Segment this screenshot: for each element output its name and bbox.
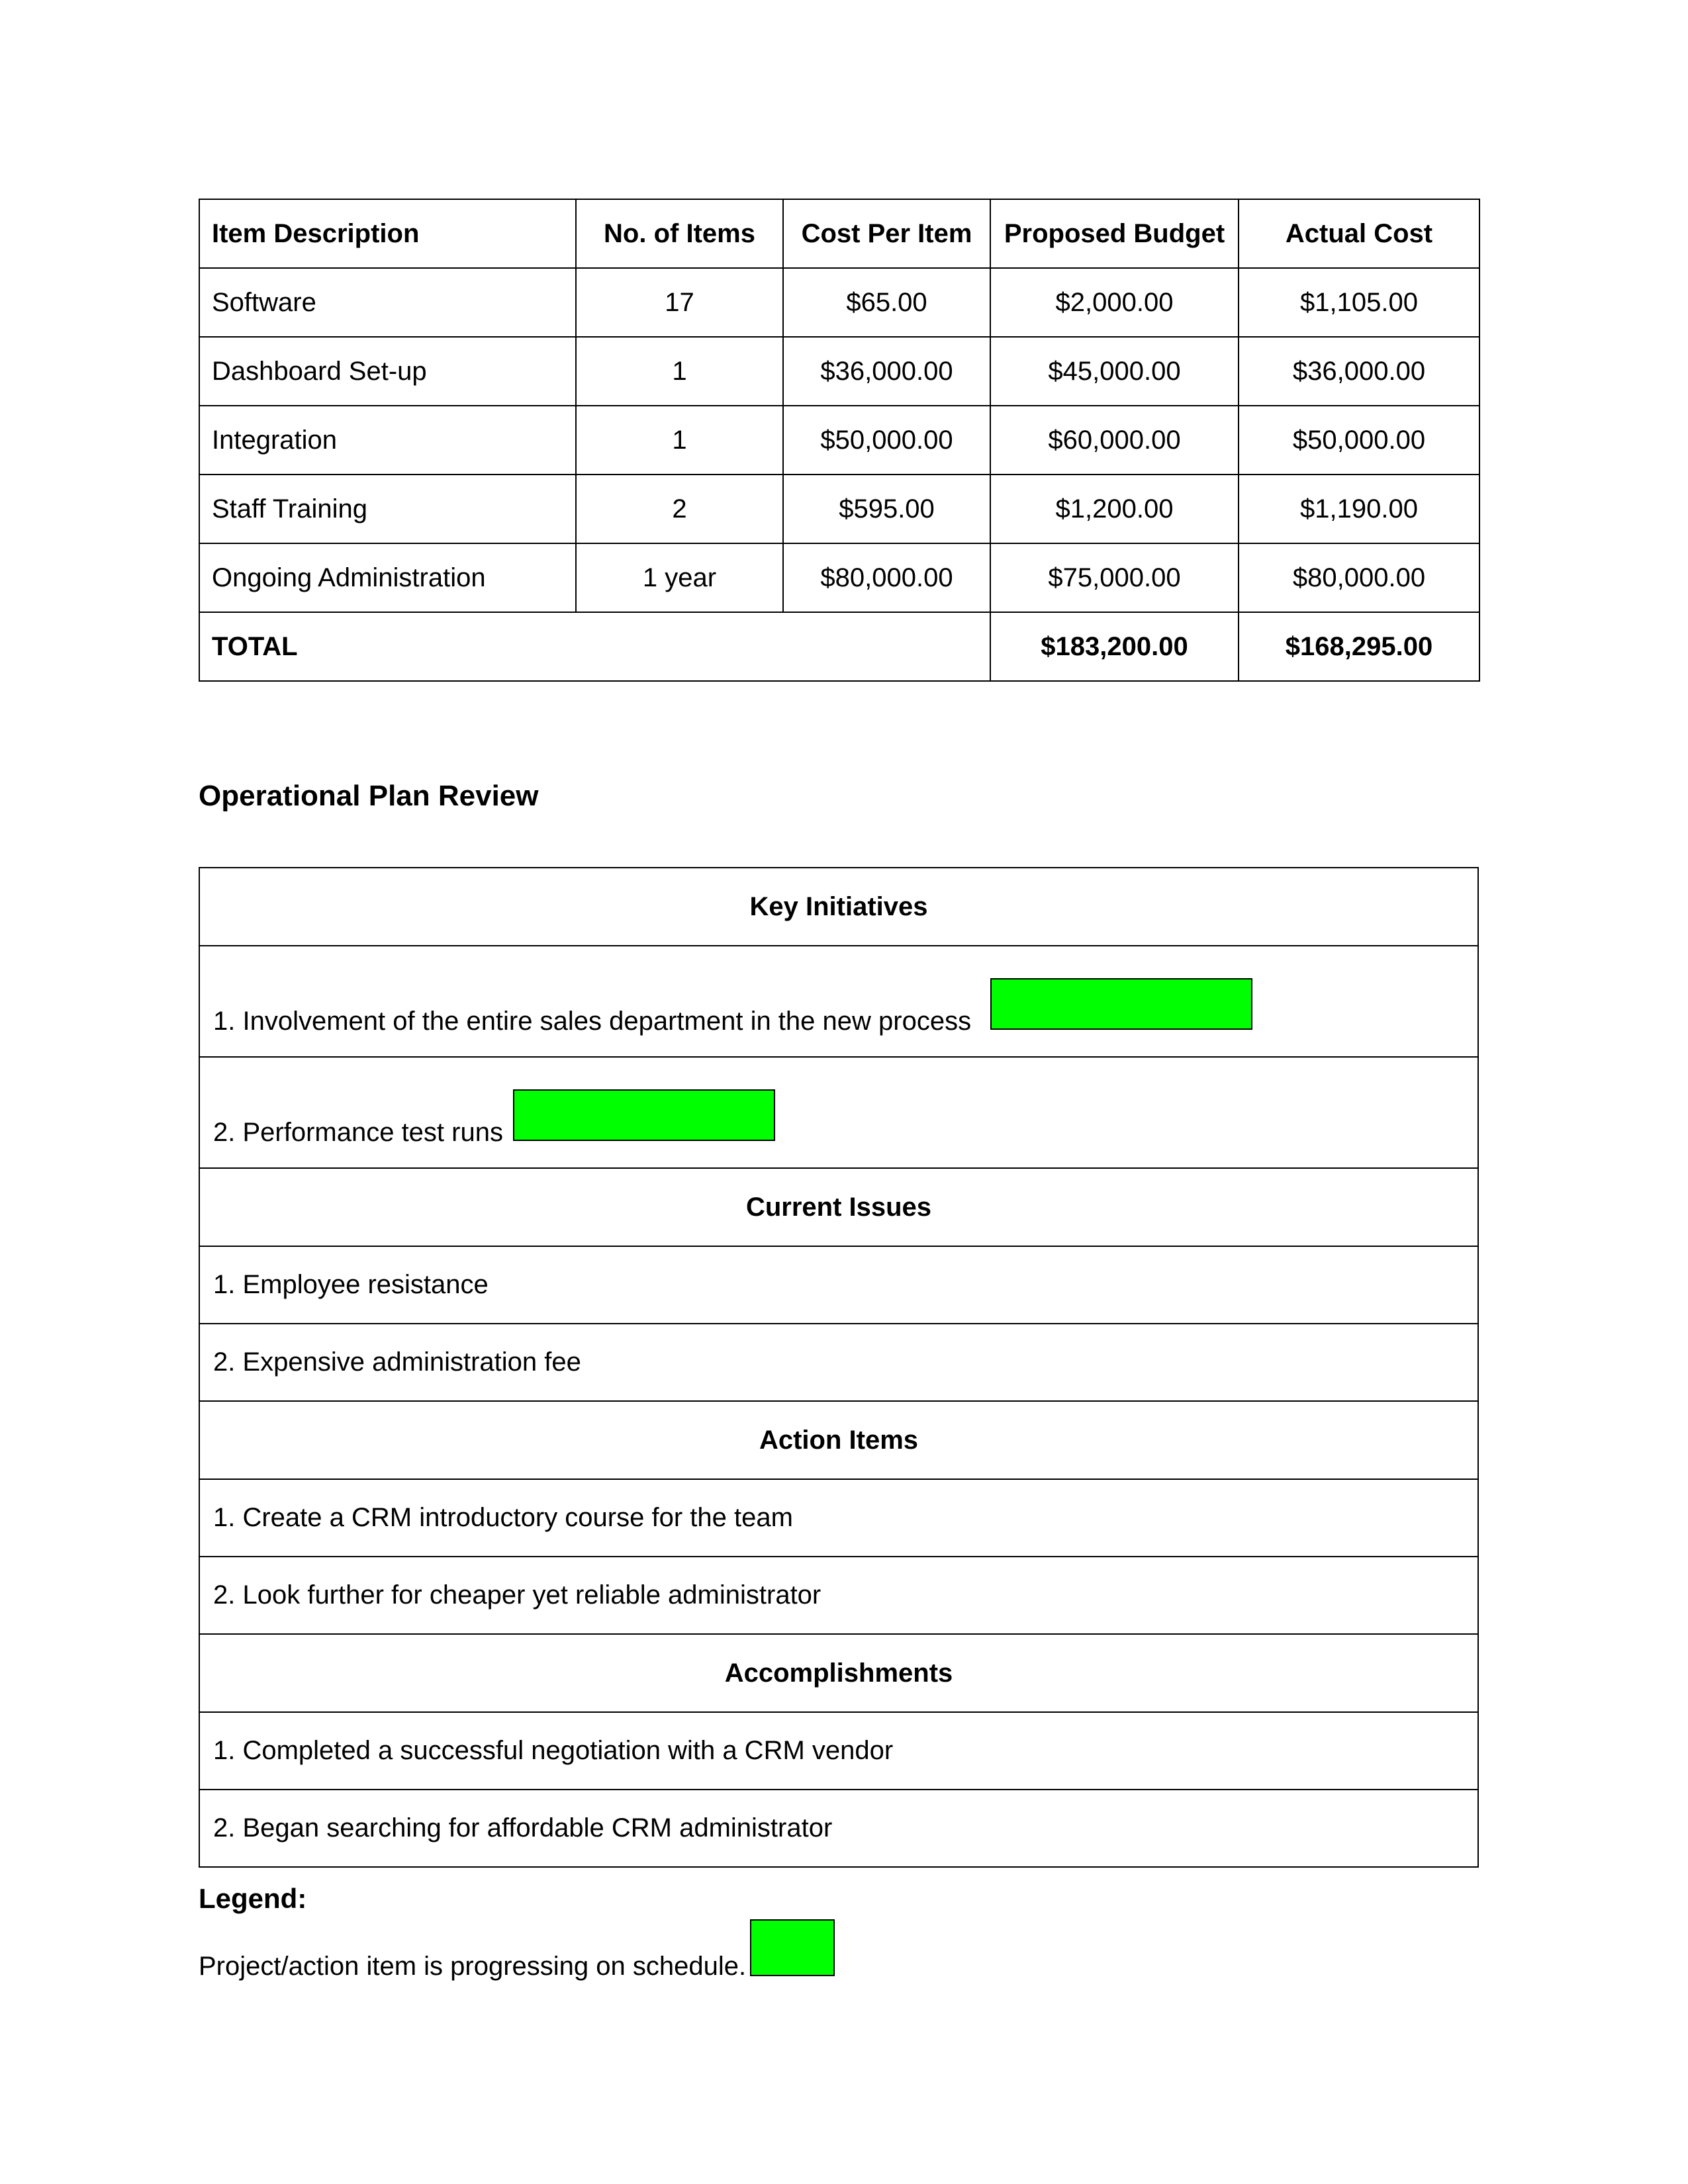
item-proposed-budget: $75,000.00 [990, 543, 1239, 612]
section-header-row [199, 868, 1478, 946]
item-proposed-budget: $45,000.00 [990, 337, 1239, 406]
header-cost-per-item: Cost Per Item [783, 199, 990, 268]
total-proposed-budget: $183,200.00 [990, 612, 1239, 681]
item-proposed-budget: $1,200.00 [990, 475, 1239, 543]
budget-header-row [199, 199, 1479, 268]
issue-text: 1. Employee resistance [199, 1246, 1478, 1324]
item-description: Staff Training [199, 475, 576, 543]
item-cost: $80,000.00 [783, 543, 990, 612]
list-item [199, 946, 1478, 1057]
item-proposed-budget: $60,000.00 [990, 406, 1239, 475]
action-item-text: 1. Create a CRM introductory course for the team [199, 1479, 1478, 1557]
section-header-row [199, 1401, 1478, 1479]
legend-title: Legend: [199, 1883, 307, 1914]
item-quantity: 1 [576, 337, 783, 406]
table-row [199, 406, 1479, 475]
accomplishment-text: 2. Began searching for affordable CRM administrator [199, 1790, 1478, 1867]
section-header-row [199, 1634, 1478, 1712]
header-no-of-items: No. of Items [576, 199, 783, 268]
action-item-text: 2. Look further for cheaper yet reliable administrator [199, 1557, 1478, 1634]
issue-text: 2. Expensive administration fee [199, 1324, 1478, 1401]
list-item [199, 1246, 1478, 1324]
table-row [199, 543, 1479, 612]
item-actual-cost: $50,000.00 [1239, 406, 1479, 475]
total-row [199, 612, 1479, 681]
accomplishment-text: 1. Completed a successful negotiation with a CRM vendor [199, 1712, 1478, 1790]
item-description: Ongoing Administration [199, 543, 576, 612]
list-item [199, 1057, 1478, 1168]
total-actual-cost: $168,295.00 [1239, 612, 1479, 681]
table-row [199, 475, 1479, 543]
header-item-description: Item Description [199, 199, 576, 268]
list-item [199, 1479, 1478, 1557]
item-description: Software [199, 268, 576, 337]
table-row [199, 337, 1479, 406]
list-item [199, 1790, 1478, 1867]
list-item [199, 1712, 1478, 1790]
total-label: TOTAL [199, 612, 990, 681]
item-actual-cost: $1,105.00 [1239, 268, 1479, 337]
legend-on-schedule-text: Project/action item is progressing on schedule. [199, 1952, 747, 1981]
item-proposed-budget: $2,000.00 [990, 268, 1239, 337]
list-item [199, 1557, 1478, 1634]
item-quantity: 1 year [576, 543, 783, 612]
item-actual-cost: $1,190.00 [1239, 475, 1479, 543]
item-cost: $65.00 [783, 268, 990, 337]
budget-table [199, 199, 1480, 682]
legend-on-schedule-swatch [750, 1919, 835, 1976]
item-description: Integration [199, 406, 576, 475]
section-header-row [199, 1168, 1478, 1246]
section-title-action-items: Action Items [199, 1401, 1478, 1479]
item-actual-cost: $36,000.00 [1239, 337, 1479, 406]
initiative-text: 1. Involvement of the entire sales department in the new process [213, 1007, 972, 1036]
section-title-current-issues: Current Issues [199, 1168, 1478, 1246]
on-schedule-status-indicator [513, 1089, 775, 1141]
item-quantity: 1 [576, 406, 783, 475]
section-title-accomplishments: Accomplishments [199, 1634, 1478, 1712]
list-item [199, 1324, 1478, 1401]
initiative-cell [199, 946, 1478, 1057]
initiative-text: 2. Performance test runs [213, 1118, 503, 1147]
header-actual-cost: Actual Cost [1239, 199, 1479, 268]
initiative-cell [199, 1057, 1478, 1168]
on-schedule-status-indicator [990, 978, 1252, 1030]
section-heading: Operational Plan Review [199, 780, 539, 812]
legend-row [199, 1919, 835, 1981]
table-row [199, 268, 1479, 337]
section-title-key-initiatives: Key Initiatives [199, 868, 1478, 946]
operational-plan-table [199, 867, 1479, 1868]
header-proposed-budget: Proposed Budget [990, 199, 1239, 268]
item-cost: $36,000.00 [783, 337, 990, 406]
item-actual-cost: $80,000.00 [1239, 543, 1479, 612]
item-cost: $595.00 [783, 475, 990, 543]
item-description: Dashboard Set-up [199, 337, 576, 406]
item-quantity: 2 [576, 475, 783, 543]
item-cost: $50,000.00 [783, 406, 990, 475]
item-quantity: 17 [576, 268, 783, 337]
